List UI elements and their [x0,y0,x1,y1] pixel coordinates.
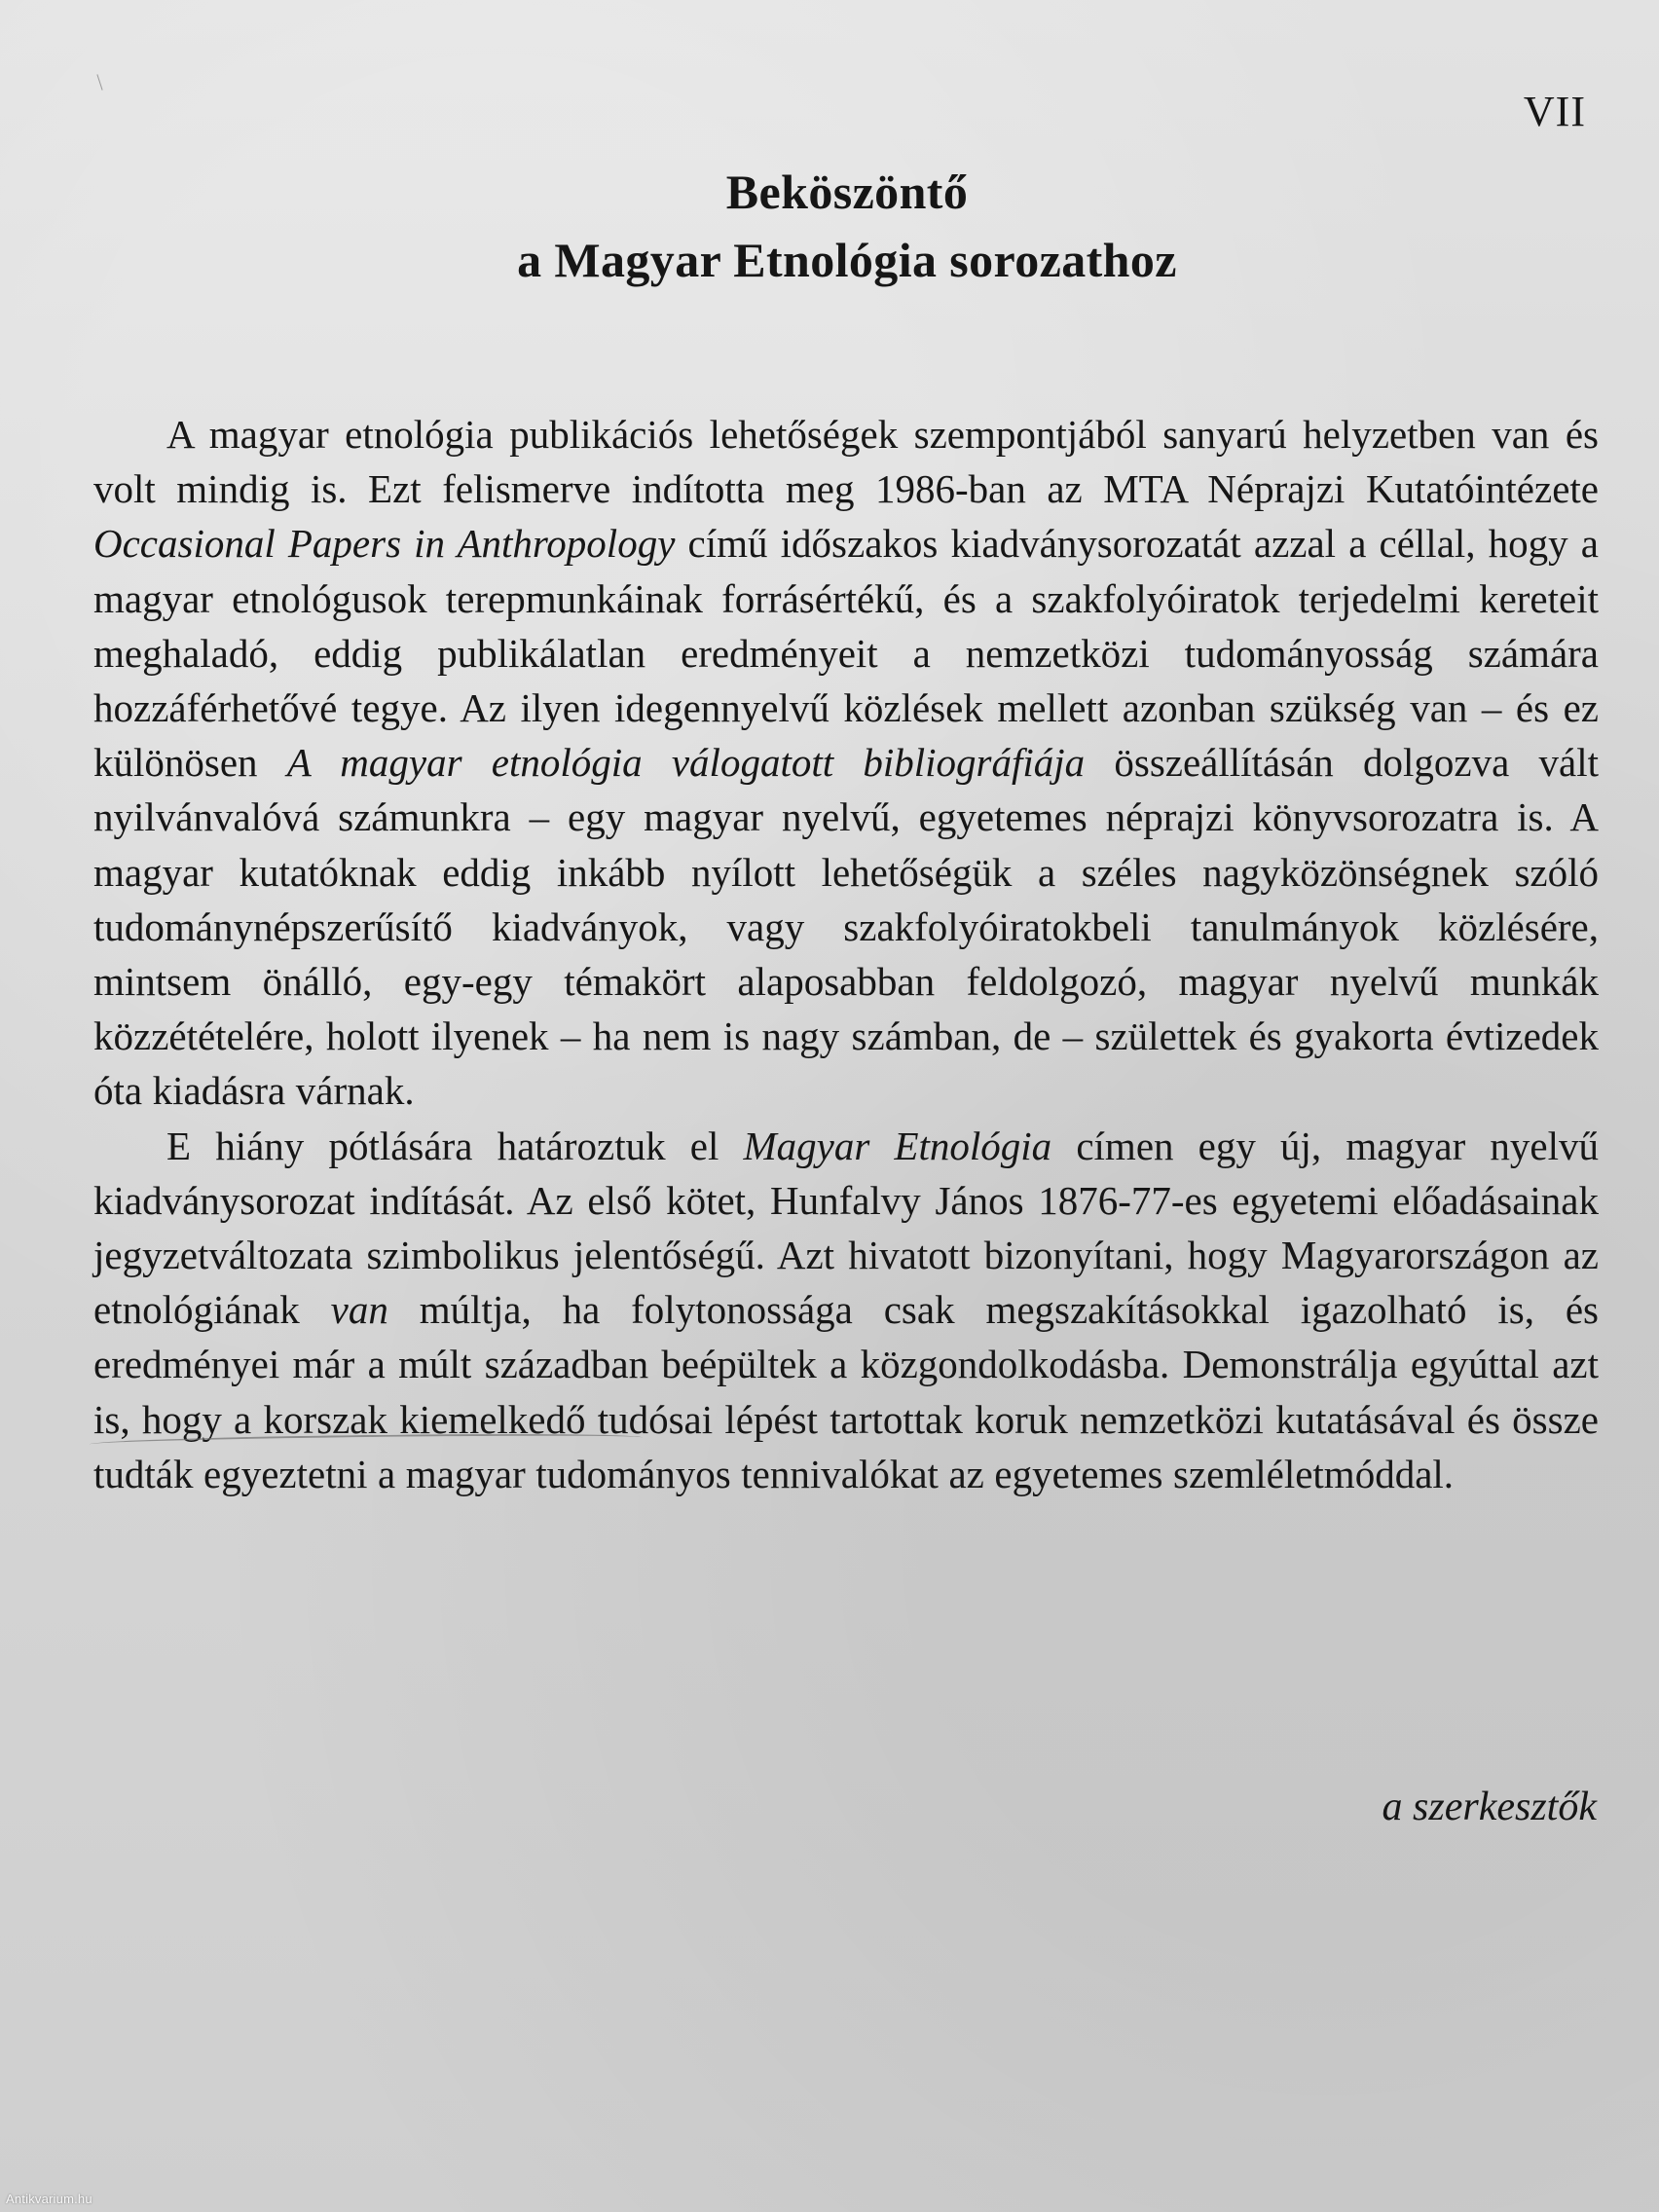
paragraph-2-part-1: E hiány pótlására határoztuk el [166,1123,744,1168]
paragraph-1-part-1: A magyar etnológia publikációs lehetőségek szempontjából sanyarú helyzetben van és volt mindig is. Ezt felismerve indította meg 1986-ban az MTA Néprajzi Kutatóintézete [93,412,1599,512]
title-line-1: Beköszöntő [725,165,969,219]
scratch-mark [96,74,102,90]
editor-signature: a szerkesztők [1382,1785,1597,1829]
page-title [204,158,1490,294]
page-number: VII [1523,88,1586,135]
paragraph-2-part-2: címen egy új, magyar nyelvű kiadványsorozat indítását. Az első kötet, Hunfalvy János 1876-77-es egyetemi előadásainak jegyzetváltozata szimbolikus jelentőségű. Azt hivatott bizonyítani, hogy Magyarországon az etnológiának [93,1123,1599,1333]
paragraph-1-part-2: című időszakos kiadványsorozatát azzal a céllal, hogy a magyar etnológusok terepmunkáinak forrásértékű, és a szakfolyóiratok terjedelmi kereteit meghaladó, eddig publikálatlan eredményeit a nemzetközi tudományosság számára hozzáférhetővé tegye. Az ilyen idegennyelvű közlések mellett azonban szükség van – és ez különösen [93,521,1599,786]
paragraph-1-part-3: összeállításán dolgozva vált nyilvánvalóvá számunkra – egy magyar nyelvű, egyetemes néprajzi könyvsorozatra is. A magyar kutatóknak eddig inkább nyílott lehetőségük a széles nagyközönségnek szóló tudománynépszerűsítő kiadványok, vagy szakfolyóiratokbeli tanulmányok közlésére, mintsem önálló, egy-egy témakört alaposabban feldolgozó, magyar nyelvű munkák közzétételére, holott ilyenek – ha nem is nagy számban, de – születtek és gyakorta évtizedek óta kiadásra várnak. [93,740,1599,1114]
paragraph-2-italic-1: Magyar Etnológia [743,1123,1052,1168]
paragraph-1 [93,407,1599,1119]
title-line-2: a Magyar Etnológia sorozathoz [517,233,1177,287]
paragraph-1-italic-1: Occasional Papers in Anthropology [93,521,676,567]
body-text [93,407,1599,1501]
paragraph-1-italic-2: A magyar etnológia válogatott bibliográfiája [286,740,1086,786]
paragraph-2-part-3: múltja, ha folytonossága csak megszakításokkal igazolható is, és eredményei már a múlt században beépültek a közgondolkodásba. Demonstrálja egyúttal azt is, hogy a korszak kiemelkedő tudósai lépést tartottak koruk nemzetközi kutatásával és össze tudták egyeztetni a magyar tudományos tennivalókat az egyetemes szemléletmóddal. [93,1287,1599,1496]
watermark-text: Antikvarium.hu [6,2192,92,2206]
paragraph-2-italic-2: van [330,1287,388,1333]
